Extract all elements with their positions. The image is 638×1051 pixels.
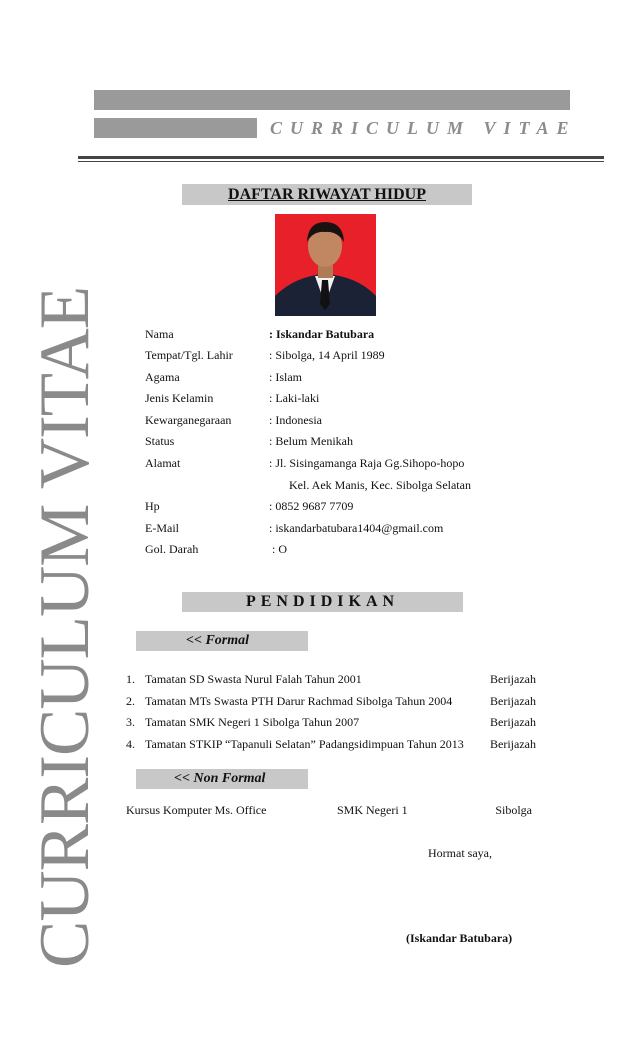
formal-heading bbox=[136, 631, 308, 651]
personal-value: : Sibolga, 14 April 1989 bbox=[269, 348, 385, 362]
header-bar-left bbox=[94, 118, 257, 138]
education-number: 4. bbox=[126, 737, 135, 751]
education-result: Berijazah bbox=[490, 672, 536, 686]
header-title: CURRICULUM VITAE bbox=[270, 118, 577, 138]
education-item bbox=[126, 693, 536, 709]
personal-label: Status bbox=[145, 434, 175, 448]
personal-label: Kewarganegaraan bbox=[145, 413, 232, 427]
course-institution: SMK Negeri 1 bbox=[337, 803, 408, 817]
nonformal-heading-label: << Non Formal bbox=[174, 771, 266, 786]
education-result: Berijazah bbox=[490, 694, 536, 708]
education-result: Berijazah bbox=[490, 715, 536, 729]
personal-value: : Jl. Sisingamanga Raja Gg.Sihopo-hopo bbox=[269, 456, 465, 470]
header-rule bbox=[78, 156, 604, 159]
education-text: Tamatan SD Swasta Nurul Falah Tahun 2001 bbox=[145, 672, 362, 686]
personal-label: Hp bbox=[145, 499, 160, 513]
course-city: Sibolga bbox=[495, 803, 532, 817]
education-text: Tamatan STKIP “Tapanuli Selatan” Padangsidimpuan Tahun 2013 bbox=[145, 737, 464, 751]
personal-label: Alamat bbox=[145, 456, 181, 470]
header-bar-top bbox=[94, 90, 570, 110]
signature-name: (Iskandar Batubara) bbox=[406, 931, 513, 945]
section-title-personal: DAFTAR RIWAYAT HIDUP bbox=[182, 184, 472, 205]
education-text: Tamatan SMK Negeri 1 Sibolga Tahun 2007 bbox=[145, 715, 360, 729]
course-name: Kursus Komputer Ms. Office bbox=[126, 803, 267, 817]
personal-label: E-Mail bbox=[145, 521, 179, 535]
personal-label: Nama bbox=[145, 327, 174, 341]
side-title: CURRICULUM VITAE bbox=[26, 286, 104, 968]
personal-value: : Laki-laki bbox=[269, 391, 320, 405]
personal-value: : Iskandar Batubara bbox=[269, 327, 375, 341]
education-result: Berijazah bbox=[490, 737, 536, 751]
personal-value: Kel. Aek Manis, Kec. Sibolga Selatan bbox=[289, 478, 471, 492]
personal-value: : iskandarbatubara1404@gmail.com bbox=[269, 521, 444, 535]
closing-greeting: Hormat saya, bbox=[428, 846, 492, 860]
education-text: Tamatan MTs Swasta PTH Darur Rachmad Sibolga Tahun 2004 bbox=[145, 694, 453, 708]
profile-photo bbox=[275, 214, 376, 316]
education-item bbox=[126, 671, 536, 687]
personal-value: : O bbox=[272, 542, 287, 556]
education-item bbox=[126, 714, 536, 730]
personal-value: : 0852 9687 7709 bbox=[269, 499, 354, 513]
nonformal-course-row bbox=[126, 802, 532, 818]
header-rule-thin bbox=[78, 161, 604, 162]
personal-label: Agama bbox=[145, 370, 180, 384]
education-number: 1. bbox=[126, 672, 135, 686]
personal-label: Jenis Kelamin bbox=[145, 391, 214, 405]
personal-label: Tempat/Tgl. Lahir bbox=[145, 348, 233, 362]
education-number: 3. bbox=[126, 715, 135, 729]
education-item bbox=[126, 736, 536, 752]
personal-label: Gol. Darah bbox=[145, 542, 199, 556]
personal-value: : Indonesia bbox=[269, 413, 322, 427]
personal-value: : Islam bbox=[269, 370, 302, 384]
personal-value: : Belum Menikah bbox=[269, 434, 353, 448]
nonformal-heading bbox=[136, 769, 308, 789]
education-number: 2. bbox=[126, 694, 135, 708]
section-title-education: PENDIDIKAN bbox=[182, 592, 463, 612]
formal-heading-label: << Formal bbox=[186, 633, 250, 648]
